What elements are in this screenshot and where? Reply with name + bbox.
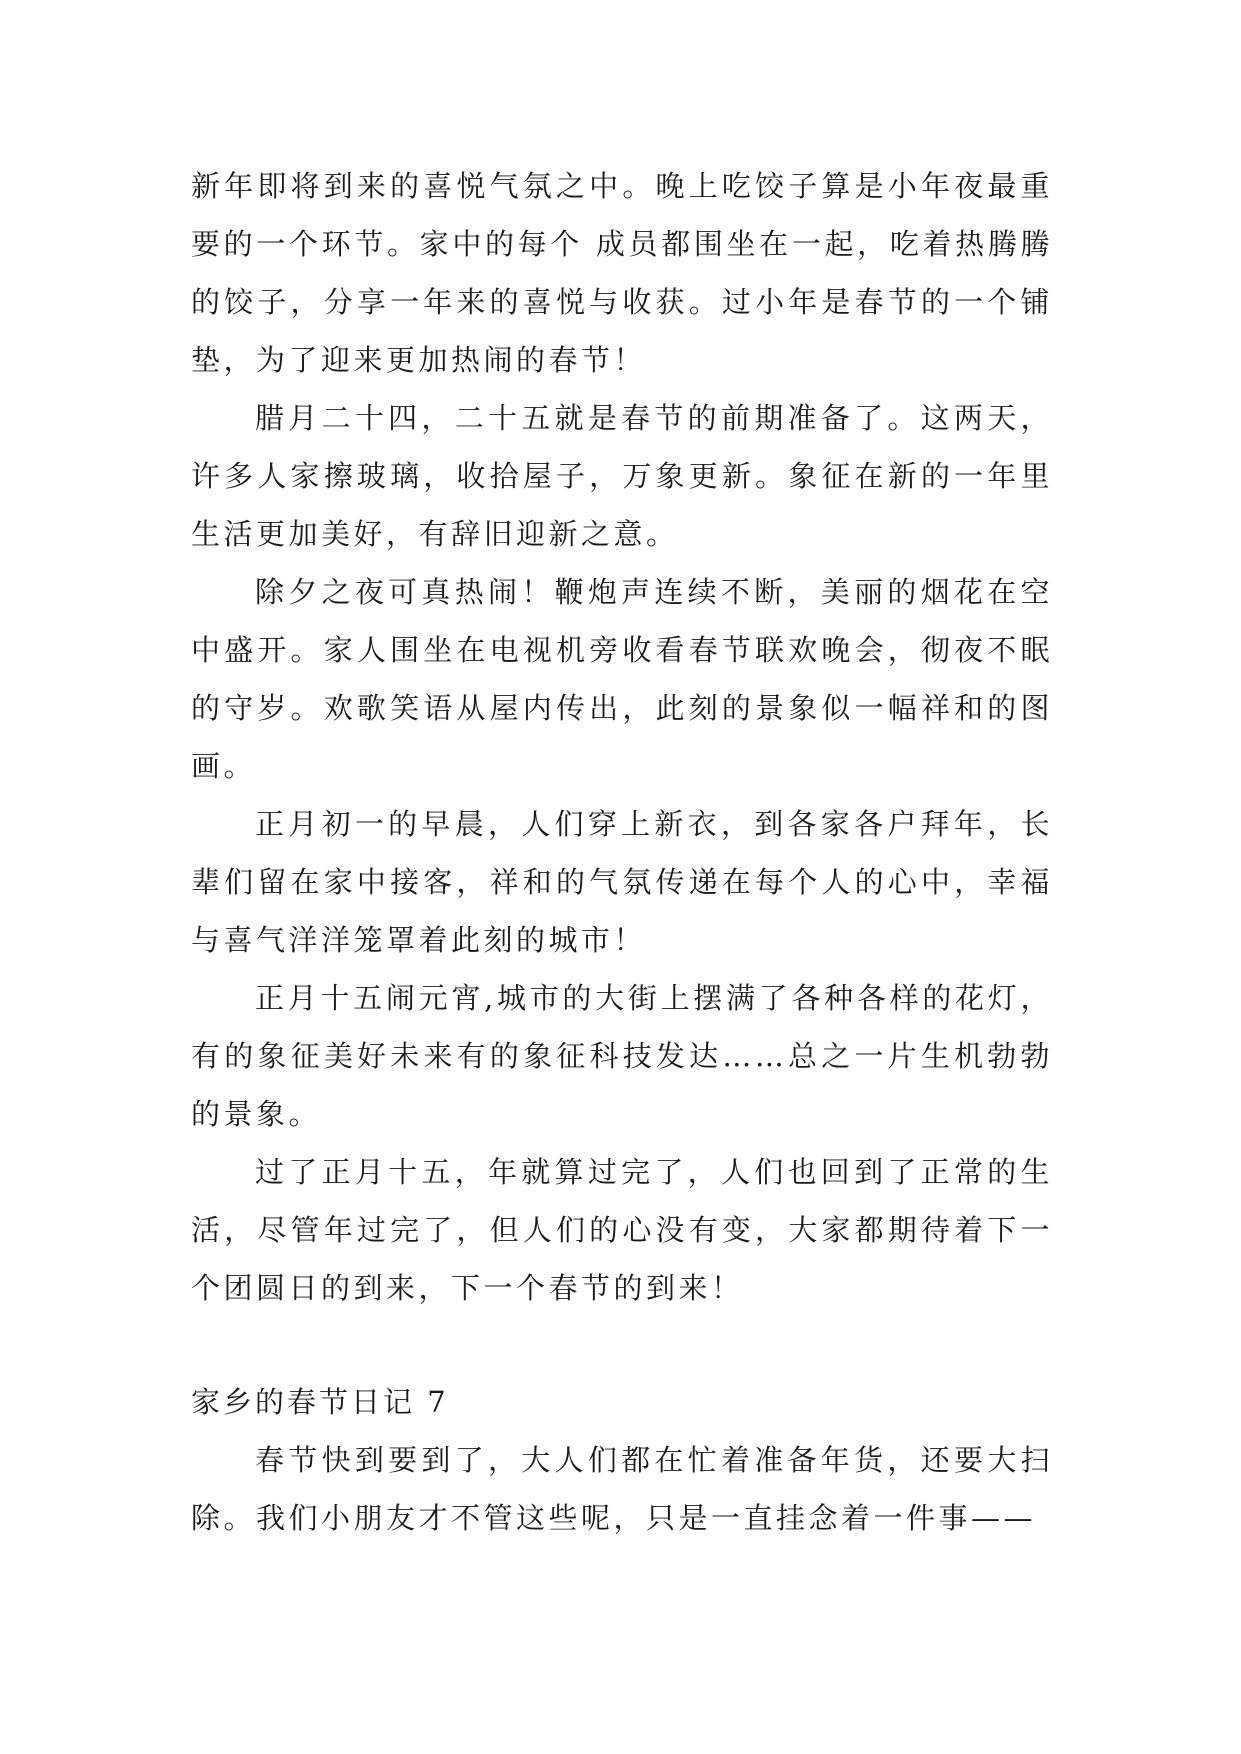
document-body xyxy=(191,157,1053,1547)
section-spacer xyxy=(191,1317,1053,1373)
paragraph: 除夕之夜可真热闹！鞭炮声连续不断，美丽的烟花在空中盛开。家人围坐在电视机旁收看春节联欢晚会，彻夜不眠的守岁。欢歌笑语从屋内传出，此刻的景象似一幅祥和的图画。 xyxy=(191,575,1053,783)
paragraph: 正月十五闹元宵,城市的大街上摆满了各种各样的花灯，有的象征美好未来有的象征科技发达……总之一片生机勃勃的景象。 xyxy=(191,981,1053,1131)
paragraph: 新年即将到来的喜悦气氛之中。晚上吃饺子算是小年夜最重要的一个环节。家中的每个 成员都围坐在一起，吃着热腾腾的饺子，分享一年来的喜悦与收获。过小年是春节的一个铺垫，为了迎来更加热闹的春节！ xyxy=(191,169,1053,377)
paragraph: 正月初一的早晨，人们穿上新衣，到各家各户拜年，长辈们留在家中接客，祥和的气氛传递在每个人的心中，幸福与喜气洋洋笼罩着此刻的城市！ xyxy=(191,807,1053,957)
paragraph: 腊月二十四，二十五就是春节的前期准备了。这两天，许多人家擦玻璃，收拾屋子，万象更新。象征在新的一年里生活更加美好，有辞旧迎新之意。 xyxy=(191,401,1053,551)
section-title: 家乡的春节日记 7 xyxy=(191,1385,449,1419)
paragraph: 春节快到要到了，大人们都在忙着准备年货，还要大扫除。我们小朋友才不管这些呢，只是一直挂念着一件事—— xyxy=(191,1443,1053,1535)
paragraph: 过了正月十五，年就算过完了，人们也回到了正常的生活，尽管年过完了，但人们的心没有变，大家都期待着下一个团圆日的到来，下一个春节的到来！ xyxy=(191,1155,1053,1305)
